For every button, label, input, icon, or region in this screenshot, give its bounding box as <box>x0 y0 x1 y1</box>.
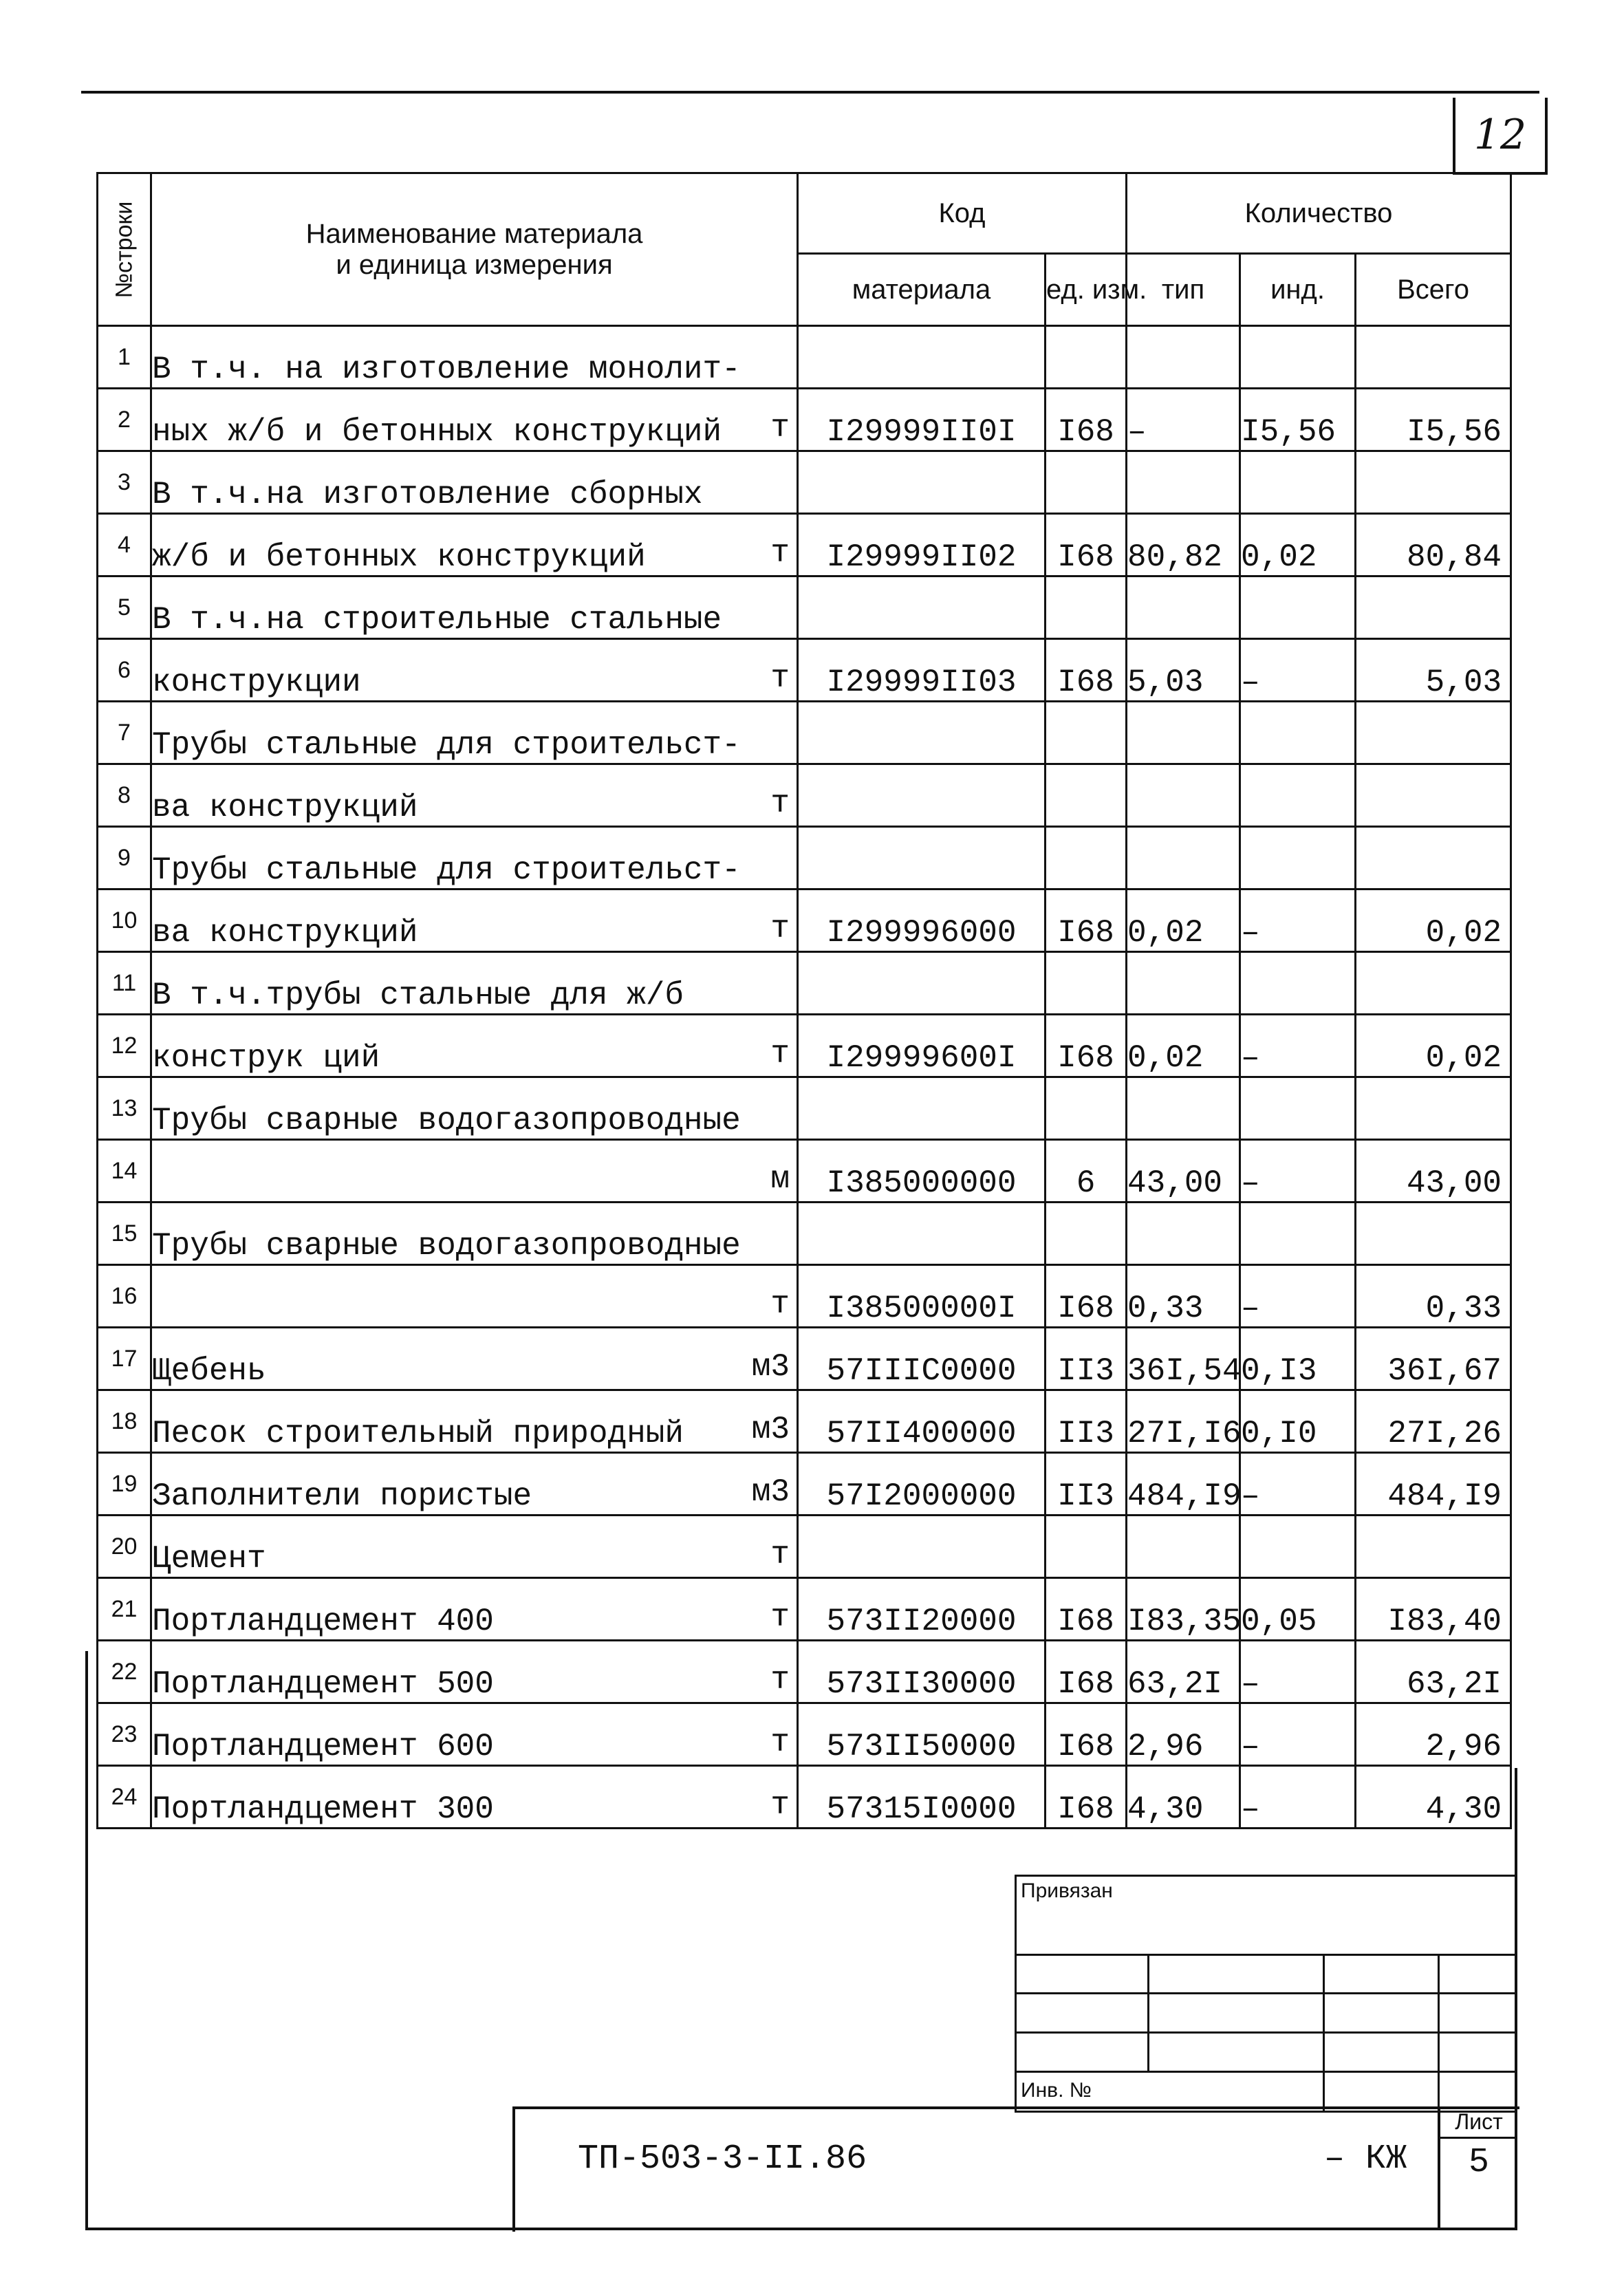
material-unit: т <box>770 1036 790 1072</box>
material-code: 573II20000 <box>798 1578 1046 1641</box>
stamp-divider <box>1017 1992 1517 1994</box>
quantity-ind: – <box>1240 1015 1356 1077</box>
row-number: 16 <box>98 1265 151 1328</box>
quantity-total: 0,33 <box>1356 1265 1511 1328</box>
quantity-typ: 4,30 <box>1127 1766 1240 1829</box>
quantity-typ: 80,82 <box>1127 514 1240 576</box>
quantity-ind <box>1240 1077 1356 1140</box>
quantity-ind <box>1240 1203 1356 1265</box>
material-name: конструк ций <box>152 1040 380 1076</box>
material-code: 57II400000 <box>798 1390 1046 1453</box>
quantity-total: I5,56 <box>1356 389 1511 451</box>
quantity-ind: – <box>1240 1766 1356 1829</box>
material-code: I299996000 <box>798 889 1046 952</box>
quantity-typ <box>1127 1203 1240 1265</box>
quantity-typ: 63,2I <box>1127 1641 1240 1703</box>
material-name-cell <box>151 952 798 1015</box>
material-name: ных ж/б и бетонных конструкций <box>152 414 722 450</box>
material-unit: м <box>770 1161 790 1197</box>
material-name-cell <box>151 1077 798 1140</box>
sheet-number: 5 <box>1468 2143 1489 2182</box>
material-name-cell <box>151 326 798 389</box>
row-number: 22 <box>98 1641 151 1703</box>
quantity-ind <box>1240 451 1356 514</box>
material-unit: т <box>770 535 790 571</box>
material-code <box>798 326 1046 389</box>
stamp-divider <box>1438 1954 1440 2111</box>
quantity-total: 2,96 <box>1356 1703 1511 1766</box>
document-mark: – КЖ <box>1324 2139 1407 2179</box>
quantity-ind: – <box>1240 1453 1356 1516</box>
quantity-typ <box>1127 952 1240 1015</box>
table-row <box>98 1453 1511 1516</box>
material-name-cell <box>151 1578 798 1641</box>
row-number: 4 <box>98 514 151 576</box>
material-name-cell <box>151 576 798 639</box>
row-number: 18 <box>98 1390 151 1453</box>
quantity-typ: 0,02 <box>1127 1015 1240 1077</box>
unit-code: I68 <box>1046 1578 1127 1641</box>
quantity-total <box>1356 764 1511 827</box>
material-name-cell <box>151 1265 798 1328</box>
row-number: 12 <box>98 1015 151 1077</box>
quantity-total <box>1356 1203 1511 1265</box>
quantity-typ: I83,35 <box>1127 1578 1240 1641</box>
material-name: Портландцемент 300 <box>152 1791 494 1827</box>
unit-code <box>1046 1516 1127 1578</box>
quantity-typ <box>1127 827 1240 889</box>
quantity-total: 4,30 <box>1356 1766 1511 1829</box>
material-code <box>798 451 1046 514</box>
material-name: Песок строительный природный <box>152 1416 684 1452</box>
table-row <box>98 389 1511 451</box>
unit-code <box>1046 1203 1127 1265</box>
material-name: Портландцемент 500 <box>152 1666 494 1702</box>
material-code: 573II50000 <box>798 1703 1046 1766</box>
material-name-cell <box>151 1390 798 1453</box>
material-unit: т <box>770 410 790 446</box>
quantity-typ <box>1127 326 1240 389</box>
material-unit: т <box>770 1286 790 1322</box>
quantity-total <box>1356 702 1511 764</box>
material-unit: м3 <box>751 1412 790 1447</box>
quantity-typ <box>1127 1516 1240 1578</box>
unit-code: 6 <box>1046 1140 1127 1203</box>
unit-code: I68 <box>1046 1015 1127 1077</box>
material-name: ж/б и бетонных конструкций <box>152 539 646 575</box>
quantity-ind <box>1240 952 1356 1015</box>
table-row <box>98 702 1511 764</box>
quantity-typ: 0,02 <box>1127 889 1240 952</box>
material-name-cell <box>151 1015 798 1077</box>
material-name-cell <box>151 451 798 514</box>
unit-code: I68 <box>1046 389 1127 451</box>
material-unit: т <box>770 786 790 821</box>
row-number-header: №строки <box>98 173 151 326</box>
sheet-box <box>1438 2106 1517 2229</box>
quantity-ind: 0,I0 <box>1240 1390 1356 1453</box>
linked-label: Привязан <box>1021 1879 1113 1902</box>
unit-code: I68 <box>1046 1703 1127 1766</box>
linked-stamp-box <box>1015 1875 1517 2113</box>
table-row <box>98 1516 1511 1578</box>
quantity-typ-header: тип <box>1127 254 1240 326</box>
material-code: 57I2000000 <box>798 1453 1046 1516</box>
row-number: 24 <box>98 1766 151 1829</box>
material-unit: т <box>770 1537 790 1573</box>
material-name: ва конструкций <box>152 790 418 826</box>
quantity-total: I83,40 <box>1356 1578 1511 1641</box>
material-name: Цемент <box>152 1541 266 1577</box>
unit-code <box>1046 1077 1127 1140</box>
quantity-ind: 0,05 <box>1240 1578 1356 1641</box>
quantity-ind: – <box>1240 1265 1356 1328</box>
material-code: I29999II03 <box>798 639 1046 702</box>
stamp-divider <box>1323 1954 1325 2111</box>
row-number: 11 <box>98 952 151 1015</box>
quantity-total: 43,00 <box>1356 1140 1511 1203</box>
material-name-cell <box>151 389 798 451</box>
inventory-number-label: Инв. № <box>1021 2079 1092 2102</box>
material-code <box>798 827 1046 889</box>
code-header: Код <box>798 173 1127 254</box>
unit-code <box>1046 326 1127 389</box>
code-unit-header: ед. изм. <box>1046 254 1127 326</box>
table-row <box>98 1265 1511 1328</box>
quantity-typ: – <box>1127 389 1240 451</box>
row-number: 10 <box>98 889 151 952</box>
unit-code <box>1046 764 1127 827</box>
quantity-typ: 36I,54 <box>1127 1328 1240 1390</box>
quantity-ind: 0,I3 <box>1240 1328 1356 1390</box>
quantity-header: Количество <box>1127 173 1511 254</box>
material-unit: т <box>770 911 790 947</box>
material-name: В т.ч. на изготовление монолит- <box>152 352 741 387</box>
unit-code <box>1046 576 1127 639</box>
material-name: ва конструкций <box>152 915 418 951</box>
top-border-line <box>81 91 1539 94</box>
quantity-typ <box>1127 451 1240 514</box>
table-row <box>98 764 1511 827</box>
quantity-total: 27I,26 <box>1356 1390 1511 1453</box>
table-row <box>98 1328 1511 1390</box>
material-name-cell <box>151 1641 798 1703</box>
material-code: I29999600I <box>798 1015 1046 1077</box>
material-name: В т.ч.на строительные стальные <box>152 602 722 638</box>
quantity-total: 0,02 <box>1356 1015 1511 1077</box>
material-name-cell <box>151 764 798 827</box>
material-code <box>798 702 1046 764</box>
material-name: Трубы сварные водогазопроводные <box>152 1103 741 1139</box>
material-code <box>798 1203 1046 1265</box>
row-number: 17 <box>98 1328 151 1390</box>
table-row <box>98 326 1511 389</box>
quantity-typ <box>1127 1077 1240 1140</box>
quantity-ind: – <box>1240 1140 1356 1203</box>
unit-code: I68 <box>1046 639 1127 702</box>
stamp-divider <box>1017 2071 1517 2073</box>
material-unit: т <box>770 660 790 696</box>
material-code: 57315I0000 <box>798 1766 1046 1829</box>
unit-code: II3 <box>1046 1453 1127 1516</box>
page-number: 12 <box>1473 111 1527 159</box>
quantity-total <box>1356 326 1511 389</box>
quantity-total <box>1356 1077 1511 1140</box>
quantity-typ <box>1127 764 1240 827</box>
quantity-typ: 2,96 <box>1127 1703 1240 1766</box>
unit-code <box>1046 827 1127 889</box>
quantity-total <box>1356 952 1511 1015</box>
quantity-total <box>1356 451 1511 514</box>
unit-code: I68 <box>1046 1641 1127 1703</box>
material-code <box>798 576 1046 639</box>
frame-left-line <box>85 1651 88 2229</box>
quantity-typ: 43,00 <box>1127 1140 1240 1203</box>
unit-code: I68 <box>1046 1766 1127 1829</box>
quantity-total: 5,03 <box>1356 639 1511 702</box>
material-name: Заполнители пористые <box>152 1478 532 1514</box>
material-name: В т.ч.трубы стальные для ж/б <box>152 978 684 1013</box>
quantity-total <box>1356 576 1511 639</box>
quantity-typ: 484,I9 <box>1127 1453 1240 1516</box>
material-name: конструкции <box>152 665 361 700</box>
quantity-total: 0,02 <box>1356 889 1511 952</box>
row-number: 21 <box>98 1578 151 1641</box>
table-row <box>98 1077 1511 1140</box>
material-name: Трубы сварные водогазопроводные <box>152 1228 741 1264</box>
quantity-ind <box>1240 576 1356 639</box>
row-number: 2 <box>98 389 151 451</box>
stamp-divider <box>1017 2031 1517 2034</box>
quantity-total: 484,I9 <box>1356 1453 1511 1516</box>
table-row <box>98 576 1511 639</box>
material-name: Портландцемент 600 <box>152 1729 494 1765</box>
material-name-cell <box>151 1703 798 1766</box>
materials-table <box>96 172 1512 1829</box>
material-name-cell <box>151 1140 798 1203</box>
stamp-divider <box>1147 1954 1149 2071</box>
material-unit: т <box>770 1662 790 1698</box>
quantity-ind <box>1240 764 1356 827</box>
table-row <box>98 1140 1511 1203</box>
material-name-cell <box>151 702 798 764</box>
row-number: 3 <box>98 451 151 514</box>
row-number: 15 <box>98 1203 151 1265</box>
quantity-ind <box>1240 1516 1356 1578</box>
material-code: I29999II02 <box>798 514 1046 576</box>
row-number: 19 <box>98 1453 151 1516</box>
code-material-header: материала <box>798 254 1046 326</box>
unit-code: II3 <box>1046 1390 1127 1453</box>
quantity-typ: 0,33 <box>1127 1265 1240 1328</box>
quantity-typ: 27I,I6 <box>1127 1390 1240 1453</box>
quantity-typ: 5,03 <box>1127 639 1240 702</box>
quantity-total: 63,2I <box>1356 1641 1511 1703</box>
quantity-ind: 0,02 <box>1240 514 1356 576</box>
material-unit: м3 <box>751 1349 790 1385</box>
quantity-ind <box>1240 702 1356 764</box>
unit-code: I68 <box>1046 1265 1127 1328</box>
quantity-total: 80,84 <box>1356 514 1511 576</box>
table-row <box>98 639 1511 702</box>
stamp-divider <box>1017 1954 1517 1956</box>
material-name: Портландцемент 400 <box>152 1604 494 1639</box>
quantity-ind <box>1240 326 1356 389</box>
material-name-cell <box>151 827 798 889</box>
row-number: 9 <box>98 827 151 889</box>
material-code: 57IIIC0000 <box>798 1328 1046 1390</box>
material-code <box>798 1516 1046 1578</box>
row-number: 1 <box>98 326 151 389</box>
table-row <box>98 1766 1511 1829</box>
quantity-ind: – <box>1240 889 1356 952</box>
material-name-cell <box>151 889 798 952</box>
material-name: Щебень <box>152 1353 266 1389</box>
material-name-cell <box>151 1766 798 1829</box>
quantity-ind: I5,56 <box>1240 389 1356 451</box>
material-code: 573II30000 <box>798 1641 1046 1703</box>
quantity-ind: – <box>1240 1703 1356 1766</box>
material-name-cell <box>151 1328 798 1390</box>
table-row <box>98 451 1511 514</box>
quantity-total <box>1356 827 1511 889</box>
material-code <box>798 952 1046 1015</box>
row-number: 6 <box>98 639 151 702</box>
sheet-label: Лист <box>1440 2106 1517 2139</box>
unit-code: I68 <box>1046 889 1127 952</box>
material-name-cell <box>151 1453 798 1516</box>
material-name: Трубы стальные для строительст- <box>152 727 741 763</box>
table-row <box>98 1703 1511 1766</box>
table-row <box>98 1578 1511 1641</box>
quantity-typ <box>1127 702 1240 764</box>
row-number: 14 <box>98 1140 151 1203</box>
material-code: I29999II0I <box>798 389 1046 451</box>
material-name-cell <box>151 639 798 702</box>
unit-code: II3 <box>1046 1328 1127 1390</box>
row-number: 7 <box>98 702 151 764</box>
page-number-box <box>1453 98 1548 175</box>
unit-code <box>1046 451 1127 514</box>
material-name-cell <box>151 1203 798 1265</box>
row-number: 8 <box>98 764 151 827</box>
material-name: Трубы стальные для строительст- <box>152 852 741 888</box>
row-number: 13 <box>98 1077 151 1140</box>
unit-code <box>1046 952 1127 1015</box>
material-name: В т.ч.на изготовление сборных <box>152 477 703 513</box>
table-row <box>98 514 1511 576</box>
material-unit: т <box>770 1787 790 1823</box>
material-unit: т <box>770 1599 790 1635</box>
material-code: I38500000I <box>798 1265 1046 1328</box>
unit-code <box>1046 702 1127 764</box>
material-unit: м3 <box>751 1474 790 1510</box>
quantity-typ <box>1127 576 1240 639</box>
quantity-total <box>1356 1516 1511 1578</box>
quantity-ind: – <box>1240 639 1356 702</box>
row-number: 23 <box>98 1703 151 1766</box>
table-row <box>98 952 1511 1015</box>
row-number: 5 <box>98 576 151 639</box>
quantity-total-header: Всего <box>1356 254 1511 326</box>
material-name-cell <box>151 1516 798 1578</box>
table-row <box>98 889 1511 952</box>
row-number: 20 <box>98 1516 151 1578</box>
document-code: ТП-503-3-II.86 <box>578 2139 867 2179</box>
table-row <box>98 1015 1511 1077</box>
table-row <box>98 1203 1511 1265</box>
material-code <box>798 764 1046 827</box>
quantity-ind <box>1240 827 1356 889</box>
material-unit: т <box>770 1725 790 1760</box>
table-row <box>98 1641 1511 1703</box>
table-row <box>98 827 1511 889</box>
quantity-ind: – <box>1240 1641 1356 1703</box>
material-code: I385000000 <box>798 1140 1046 1203</box>
material-name-cell <box>151 514 798 576</box>
material-code <box>798 1077 1046 1140</box>
quantity-total: 36I,67 <box>1356 1328 1511 1390</box>
table-row <box>98 1390 1511 1453</box>
unit-code: I68 <box>1046 514 1127 576</box>
quantity-ind-header: инд. <box>1240 254 1356 326</box>
material-name-header: Наименование материала и единица измерения <box>151 173 798 326</box>
